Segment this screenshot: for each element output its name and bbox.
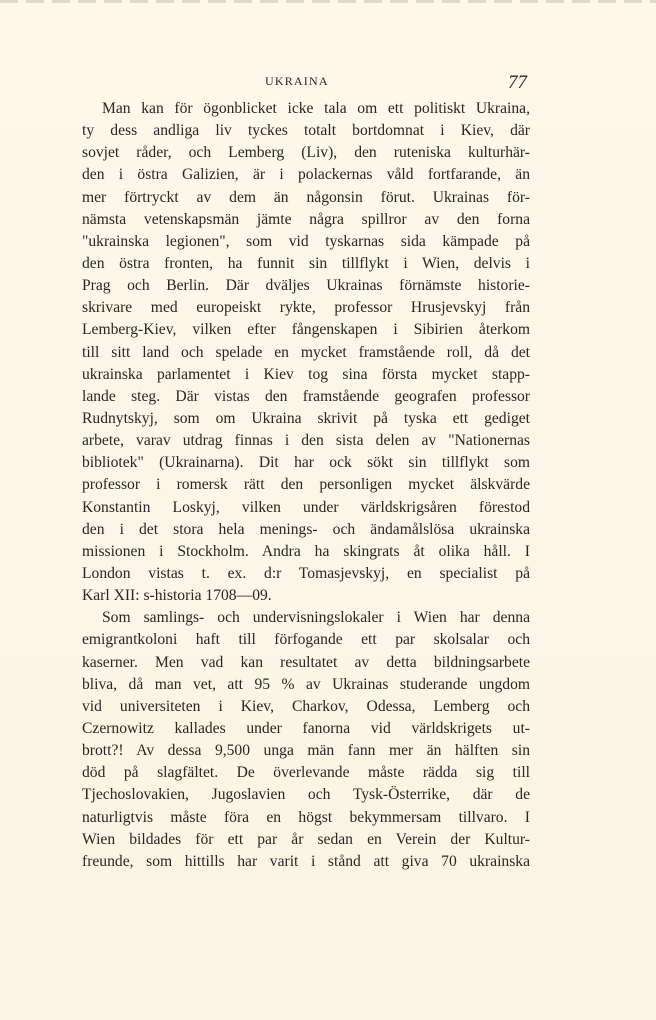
text-line: död på slagfältet. De överlevande måste rädda sig till: [82, 764, 530, 782]
text-line: mer förtryckt av dem än någonsin förut. Ukrainas för-: [82, 188, 530, 206]
text-line: Wien bildades för ett par år sedan en Verein der Kultur-: [82, 830, 530, 848]
text-line: Czernowitz kallades under fanorna vid världskrigets ut-: [82, 719, 530, 737]
scan-edge: [0, 0, 656, 3]
text-line: freunde, som hittills har varit i stånd att giva 70 ukrainska: [82, 852, 530, 870]
text-line: bliva, då man vet, att 95 % av Ukrainas studerande ungdom: [82, 675, 530, 693]
text-line: "ukrainska legionen", som vid tyskarnas sida kämpade på: [82, 232, 530, 250]
text-line: arbete, varav utdrag finnas i den sista delen av "Nationernas: [82, 432, 530, 450]
page-number: 77: [508, 72, 527, 93]
body-text: [82, 98, 530, 873]
text-line: den i det stora hela menings- och ändamålslösa ukrainska: [82, 520, 530, 538]
text-line: skrivare med europeiskt rykte, professor Hrusjevskyj från: [82, 299, 530, 317]
text-line: emigrantkoloni haft till förfogande ett par skolsalar och: [82, 631, 530, 649]
text-line: den östra fronten, ha funnit sin tillflykt i Wien, delvis i: [82, 254, 530, 272]
text-line: London vistas t. ex. d:r Tomasjevskyj, en specialist på: [82, 564, 530, 582]
text-line: Prag och Berlin. Där dväljes Ukrainas förnämste historie-: [82, 277, 530, 295]
text-line: Lemberg-Kiev, vilken efter fångenskapen i Sibirien återkom: [82, 321, 530, 339]
text-line: Rudnytskyj, som om Ukraina skrivit på tyska ett gediget: [82, 409, 530, 427]
text-line: sovjet råder, och Lemberg (Liv), den ruteniska kulturhär-: [82, 144, 530, 162]
text-line: Man kan för ögonblicket icke tala om ett politiskt Ukraina,: [102, 100, 530, 117]
text-line: ukrainska parlamentet i Kiev tog sina första mycket stapp-: [82, 365, 530, 383]
text-line: Karl XII: s-historia 1708—09.: [82, 587, 272, 605]
text-line: nämsta vetenskapsmän jämte några spillror av den forna: [82, 210, 530, 228]
text-line: brott?! Av dessa 9,500 unga män fann mer än hälften sin: [82, 742, 530, 760]
text-line: lande steg. Där vistas den framstående geografen professor: [82, 387, 530, 405]
text-line: bibliotek" (Ukrainarna). Dit har ock sökt sin tillflykt som: [82, 454, 530, 472]
running-head: UKRAINA: [265, 74, 329, 88]
text-line: till sitt land och spelade en mycket framstående roll, då det: [82, 343, 530, 361]
text-line: Konstantin Loskyj, vilken under världskrigsåren förestod: [82, 498, 530, 516]
text-line: missionen i Stockholm. Andra ha skingrats åt olika håll. I: [82, 542, 530, 560]
text-line: kaserner. Men vad kan resultatet av detta bildningsarbete: [82, 653, 530, 671]
text-line: professor i romersk rätt den personligen mycket älskvärde: [82, 476, 530, 494]
text-line: ty dess andliga liv tyckes totalt bortdomnat i Kiev, där: [82, 122, 530, 140]
text-line: den i östra Galizien, är i polackernas våld fortfarande, än: [82, 166, 530, 184]
text-line: Som samlings- och undervisningslokaler i Wien har denna: [102, 609, 530, 627]
text-line: naturligtvis måste föra en högst bekymmersam tillvaro. I: [82, 808, 530, 826]
text-line: Tjechoslovakien, Jugoslavien och Tysk-Österrike, där de: [82, 786, 530, 804]
text-line: vid universiteten i Kiev, Charkov, Odessa, Lemberg och: [82, 697, 530, 715]
